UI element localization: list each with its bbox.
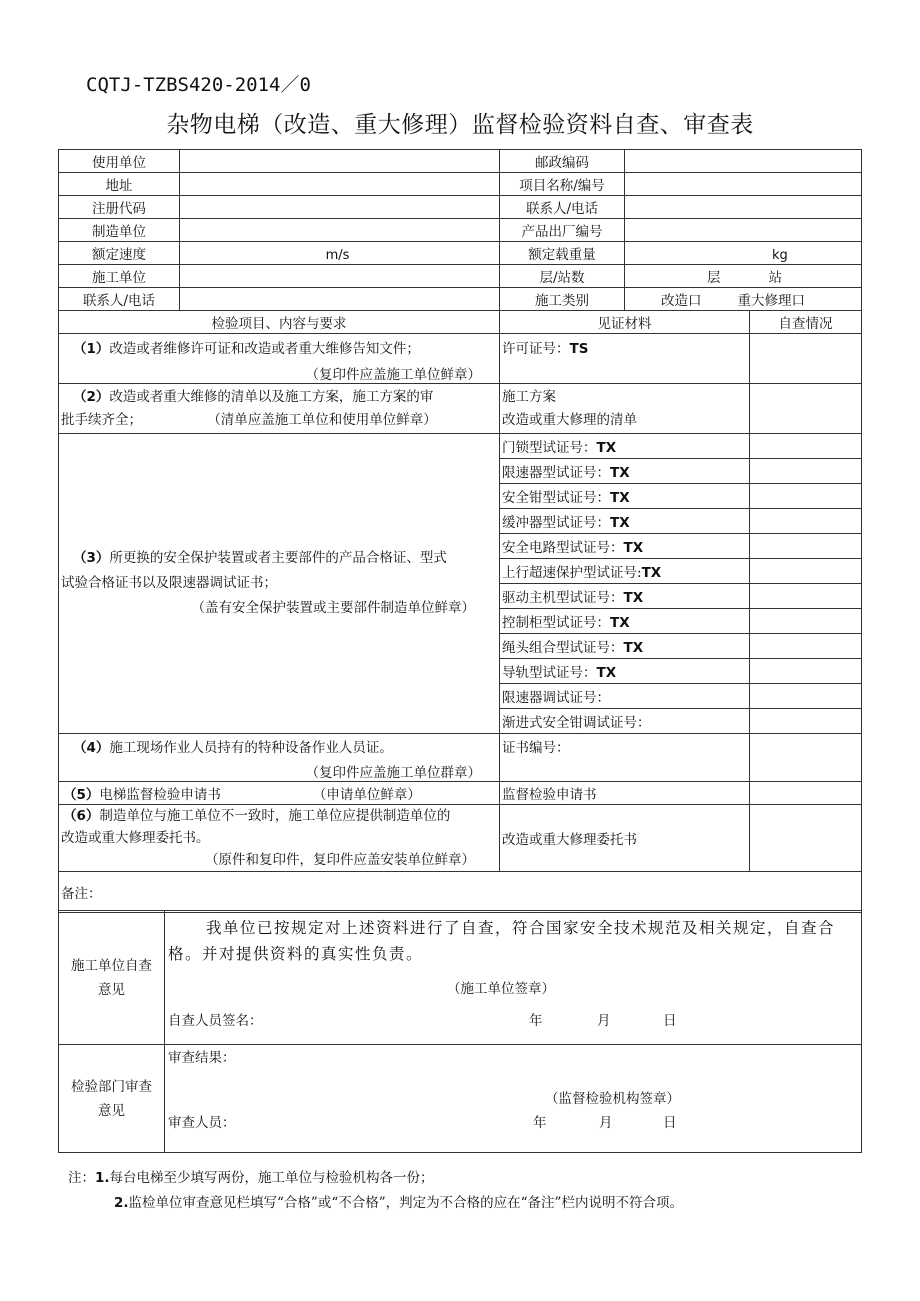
item-1-note: （复印件应盖施工单位鲜章） [305,367,481,383]
cert-code: TX [596,440,617,456]
document-code: CQTJ-TZBS420-2014／0 [86,74,311,96]
reviewer-label: 审查人员： [168,1115,236,1131]
self-check-month: 月 [597,1013,611,1029]
cert-check[interactable] [750,709,862,734]
cert-check[interactable] [750,559,862,584]
item-1 [59,334,500,384]
cert-label: 驱动主机型试证号： [502,590,624,606]
item-5-number: （5） [63,787,100,803]
review-month: 月 [599,1115,613,1131]
item-5-check[interactable] [750,782,862,805]
remarks-cell[interactable] [59,872,862,913]
self-check-opinion[interactable] [165,911,862,1045]
page-title: 杂物电梯（改造、重大修理）监督检验资料自查、审查表 [166,112,754,138]
item-5-note: （申请单位鲜章） [312,787,421,803]
item-6-check[interactable] [750,805,862,872]
item-2-evidence[interactable] [500,384,750,434]
label-floors: 层/站数 [500,265,625,288]
cert-label: 安全电路型试证号： [502,540,624,556]
item-6-text2: 改造或重大修理委托书。 [61,830,210,846]
cert-check[interactable] [750,459,862,484]
field-contact2[interactable] [180,288,500,311]
item-4-number: （4） [73,740,110,756]
cert-code: TX [623,540,644,556]
item-4-evidence[interactable] [500,734,750,782]
item-6-evidence[interactable] [500,805,750,872]
opinion-table [58,910,862,1153]
note-2-number: 2. [114,1195,129,1211]
item-2-number: （2） [73,389,110,405]
field-load[interactable] [625,242,862,265]
cert-code: TX [610,515,630,531]
field-builder[interactable] [180,265,500,288]
cert-check[interactable] [750,509,862,534]
item-2-text: 改造或者重大维修的清单以及施工方案，施工方案的审 [109,389,434,405]
cert-label: 限速器型试证号： [502,465,610,481]
cert-label: 限速器调试证号： [502,690,610,706]
review-opinion[interactable] [165,1045,862,1153]
field-floors[interactable] [625,265,862,288]
review-day: 日 [663,1115,677,1131]
field-contact[interactable] [625,196,862,219]
self-check-year: 年 [529,1013,543,1029]
cert-label: 绳头组合型试证号： [502,640,624,656]
cert-label: 控制柜型试证号： [502,615,610,631]
cert-row[interactable] [500,534,750,559]
label-project: 项目名称/编号 [500,173,625,196]
cert-code: TX [623,590,644,606]
cert-label: 渐进式安全钳调试证号： [502,715,651,731]
cert-code: TX [610,615,630,631]
cert-code: TX [641,565,662,581]
cert-label: 上行超速保护型试证号: [502,565,642,581]
footnotes [68,1166,683,1216]
station-word: 站 [768,270,782,286]
self-check-label-line2: 意见 [98,981,125,998]
entrust-letter-label: 改造或重大修理委托书 [502,832,637,848]
cert-row[interactable] [500,609,750,634]
cert-check[interactable] [750,659,862,684]
builder-seal: （施工单位签章） [447,981,555,997]
license-code: TS [569,341,589,357]
cert-label: 导轨型试证号： [502,665,597,681]
review-result-label: 审查结果： [168,1050,236,1066]
inspection-application-label: 监督检验申请书 [502,787,597,803]
cert-check[interactable] [750,609,862,634]
item-3-text2: 试验合格证书以及限速器调试证书； [61,575,277,591]
field-address[interactable] [180,173,500,196]
remarks-label: 备注： [61,886,102,902]
item-6 [59,805,500,872]
field-project[interactable] [625,173,862,196]
cert-check[interactable] [750,584,862,609]
item-5-text: 电梯监督检验申请书 [99,787,221,803]
self-check-statement: 我单位已按规定对上述资料进行了自查，符合国家安全技术规范及相关规定，自查合格。并对提供资料的真实性负责。 [168,919,836,963]
field-work-type[interactable] [625,288,862,311]
label-address: 地址 [59,173,180,196]
note-2 [68,1191,683,1216]
floor-word: 层 [707,270,721,286]
item-4-text: 施工现场作业人员持有的特种设备作业人员证。 [109,740,393,756]
inspection-items-table [58,310,862,913]
item-6-note: （原件和复印件，复印件应盖安装单位鲜章） [205,852,475,868]
field-reg-code[interactable] [180,196,500,219]
label-user-unit: 使用单位 [59,150,180,173]
load-unit: kg [772,248,788,263]
item-1-text: 改造或者维修许可证和改造或者重大维修告知文件； [109,341,420,357]
cert-check[interactable] [750,484,862,509]
item-4-note: （复印件应盖施工单位群章） [305,765,481,781]
note-1-number: 1. [95,1170,110,1186]
option-major-repair[interactable]: 重大修理口 [737,293,805,309]
item-2-check[interactable] [750,384,862,434]
item-3 [59,434,500,734]
item-6-text: 制造单位与施工单位不一致时，施工单位应提供制造单位的 [99,808,451,824]
header-check: 自查情况 [750,311,862,334]
item-4-check[interactable] [750,734,862,782]
cert-row[interactable] [500,434,750,459]
self-check-label-line1: 施工单位自查 [71,957,152,974]
label-contact: 联系人/电话 [500,196,625,219]
item-5-evidence[interactable] [500,782,750,805]
cert-row[interactable] [500,709,750,734]
item-3-note: （盖有安全保护装置或主要部件制造单位鲜章） [191,600,475,616]
cert-check[interactable] [750,634,862,659]
cert-label: 缓冲器型试证号： [502,515,610,531]
label-load: 额定载重量 [500,242,625,265]
cert-check[interactable] [750,434,862,459]
field-postcode[interactable] [625,150,862,173]
item-5 [59,782,500,805]
item-1-number: （1） [73,341,110,357]
note-2-text: 监检单位审查意见栏填写“合格”或“不合格”，判定为不合格的应在“备注”栏内说明不符合项。 [128,1195,683,1211]
note-1-text: 每台电梯至少填写两份，施工单位与检验机构各一份； [109,1170,434,1186]
cert-row[interactable] [500,484,750,509]
item-6-number: （6） [63,808,100,824]
review-label-line1: 检验部门审查 [71,1078,152,1095]
item-2-text2: 批手续齐全； [61,412,142,428]
item-1-evidence[interactable] [500,334,750,384]
cert-row[interactable] [500,509,750,534]
cert-check[interactable] [750,534,862,559]
option-reform[interactable]: 改造口 [661,293,702,309]
construction-plan-label: 施工方案 [502,389,556,405]
speed-unit: m/s [325,248,350,263]
cert-row[interactable] [500,659,750,684]
self-check-label [59,911,165,1045]
header-evidence: 见证材料 [500,311,750,334]
label-builder: 施工单位 [59,265,180,288]
item-2-note: （清单应盖施工单位和使用单位鲜章） [214,412,437,428]
cert-row[interactable] [500,684,750,709]
note-1 [68,1166,683,1191]
item-1-check[interactable] [750,334,862,384]
field-user-unit[interactable] [180,150,500,173]
cert-code: TX [623,640,644,656]
cert-row[interactable] [500,559,750,584]
field-speed[interactable] [180,242,500,265]
cert-row[interactable] [500,634,750,659]
item-3-number: （3） [73,550,110,566]
cert-label: 门锁型试证号： [502,440,597,456]
review-label-line2: 意见 [98,1102,125,1119]
inspection-agency-seal: （监督检验机构签章） [545,1091,680,1107]
basic-info-table [58,149,862,311]
cert-code: TX [596,665,617,681]
field-maker[interactable] [180,219,500,242]
label-postcode: 邮政编码 [500,150,625,173]
item-3-text: 所更换的安全保护装置或者主要部件的产品合格证、型式 [109,550,447,566]
self-check-signer: 自查人员签名： [168,1013,263,1029]
note-prefix: 注： [68,1170,95,1186]
review-year: 年 [533,1115,547,1131]
field-serial[interactable] [625,219,862,242]
label-contact2: 联系人/电话 [59,288,180,311]
item-4 [59,734,500,782]
label-speed: 额定速度 [59,242,180,265]
cert-check[interactable] [750,684,862,709]
label-reg-code: 注册代码 [59,196,180,219]
license-label: 许可证号： [502,341,570,357]
cert-code: TX [610,465,630,481]
header-item: 检验项目、内容与要求 [59,311,500,334]
label-work-type: 施工类别 [500,288,625,311]
cert-label: 安全钳型试证号： [502,490,610,506]
item-2 [59,384,500,434]
repair-list-label: 改造或重大修理的清单 [502,412,637,428]
label-maker: 制造单位 [59,219,180,242]
cert-number-label: 证书编号： [502,740,570,756]
self-check-day: 日 [663,1013,677,1029]
cert-row[interactable] [500,584,750,609]
label-serial: 产品出厂编号 [500,219,625,242]
cert-row[interactable] [500,459,750,484]
cert-code: TX [610,490,630,506]
review-label [59,1045,165,1153]
